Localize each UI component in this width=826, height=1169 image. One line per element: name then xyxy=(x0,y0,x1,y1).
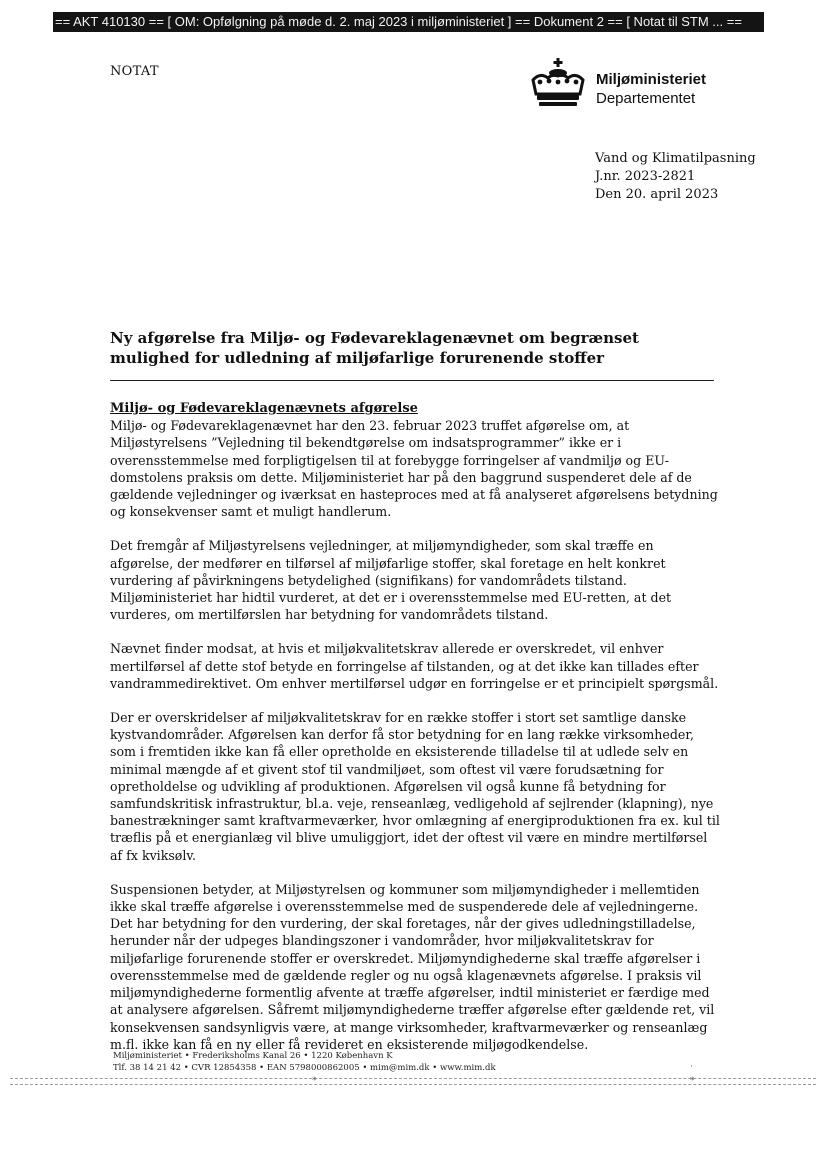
scan-artifact-mark: * xyxy=(690,1076,695,1086)
ministry-name: Miljøministeriet xyxy=(596,71,707,88)
ministry-logo xyxy=(530,58,730,118)
title-line-2: mulighed for udledning af miljøfarlige forurenende stoffer xyxy=(110,349,605,367)
paragraph-1: Miljø- og Fødevareklagenævnet har den 23. februar 2023 truffet afgørelse om, at Miljøstyrelsens ”Vejledning til bekendtgørelse om indsatsprogrammer” ikke er i overensstemmelse med forpligtigelsen til at forebygge forringelser af vandmiljø og EU-domstolens praksis om dette. Miljøministeriet har på den baggrund suspenderet dele af de gældende vejledninger og iværksat en hasteproces med at få analyseret afgørelsens betydning og konsekvenser samt et muligt handlerum. xyxy=(110,418,718,520)
office-unit: Vand og Klimatilpasning xyxy=(595,151,756,166)
journal-number: J.nr. 2023-2821 xyxy=(595,169,696,184)
page-footer xyxy=(113,1050,496,1074)
section-heading: Miljø- og Fødevareklagenævnets afgørelse xyxy=(110,401,418,416)
paragraph-4: Der er overskridelser af miljøkvalitetskrav for en række stoffer i stort set samtlige danske kystvandområder. Afgørelsen kan derfor få stor betydning for en lang række virksomheder, som i fremtiden ikke kan få eller opretholde en eksisterende tilladelse til at udlede selv en minimal mængde af et givent stof til vandmiljøet, som oftest vil være forudsætning for opretholdelse og udvikling af produktionen. Afgørelsen vil også kunne få betydning for samfundskritisk infrastruktur, bl.a. veje, renseanlæg, vedligehold af sejlrender (klapning), nye banestrækninger samt kraftvarmeværker, hvor omlægning af energiproduktionen fra ex. kul til træflis på et energianlæg vil blive umuliggjort, idet der oftest vil være en mindre mertilførsel af fx kviksølv. xyxy=(110,710,720,863)
document-body xyxy=(110,400,720,1070)
scan-artifact-line xyxy=(10,1078,816,1079)
title-line-1: Ny afgørelse fra Miljø- og Fødevareklagenævnet om begrænset xyxy=(110,329,639,347)
footer-contact: Tlf. 38 14 21 42 • CVR 12854358 • EAN 5798000862005 • mim@mim.dk • www.mim.dk xyxy=(113,1063,496,1073)
paragraph-3: Nævnet finder modsat, at hvis et miljøkvalitetskrav allerede er overskredet, vil enhver mertilførsel af dette stof betyde en forringelse af tilstanden, og at det ikke kan tillades efter vandrammedirektivet. Om enhver mertilførsel udgør en forringelse er et principielt spørgsmål. xyxy=(110,641,719,691)
document-title xyxy=(110,328,670,368)
document-meta xyxy=(595,150,756,204)
scan-artifact-mark: · xyxy=(690,1062,693,1072)
department-name: Departementet xyxy=(596,90,696,107)
logo-text xyxy=(596,70,706,108)
paragraph-2: Det fremgår af Miljøstyrelsens vejledninger, at miljømyndigheder, som skal træffe en afgørelse, der medfører en tilførsel af miljøfarlige stoffer, skal foretage en helt konkret vurdering af påvirkningens betydelighed (signifikans) for vandområdets tilstand. Miljøministeriet har hidtil vurderet, at det er i overensstemmelse med EU-retten, at det vurderes, om mertilførslen har betydning for vandområdets tilstand. xyxy=(110,538,672,623)
document-header-banner: == AKT 410130 == [ OM: Opfølgning på møde d. 2. maj 2023 i miljøministeriet ] == Dokument 2 == [ Notat til STM ... == xyxy=(53,12,764,32)
scan-artifact-line xyxy=(10,1084,816,1085)
document-date: Den 20. april 2023 xyxy=(595,187,719,202)
paragraph-5: Suspensionen betyder, at Miljøstyrelsen og kommuner som miljømyndigheder i mellemtiden ikke skal træffe afgørelse i overensstemmelse med de suspenderede dele af vejledningerne. Det har betydning for den vurdering, der skal foretages, når der gives udledningstilladelse, herunder når der udpeges blandingszoner i vandområder, hvor miljøkvalitetskrav for miljøfarlige forurenende stoffer er overskredet. Miljømyndighederne skal træffe afgørelser i overensstemmelse med de gældende regler og nu også klagenævnets afgørelse. I praksis vil miljømyndighederne formentlig afvente at træffe afgørelser, indtil ministeriet er færdige med at analysere afgørelsen. Såfremt miljømyndighederne træffer afgørelse efter gældende ret, vil konsekvensen sandsynligvis være, at mange virksomheder, kraftvarmeværker og renseanlæg m.fl. ikke kan få en ny eller få revideret en eksisterende miljøgodkendelse. xyxy=(110,881,715,1052)
document-type-label: NOTAT xyxy=(110,64,159,79)
scan-artifact-mark: * xyxy=(312,1076,317,1086)
title-divider xyxy=(110,380,714,381)
crown-icon xyxy=(530,58,586,108)
footer-address: Miljøministeriet • Frederiksholms Kanal 26 • 1220 København K xyxy=(113,1051,393,1061)
